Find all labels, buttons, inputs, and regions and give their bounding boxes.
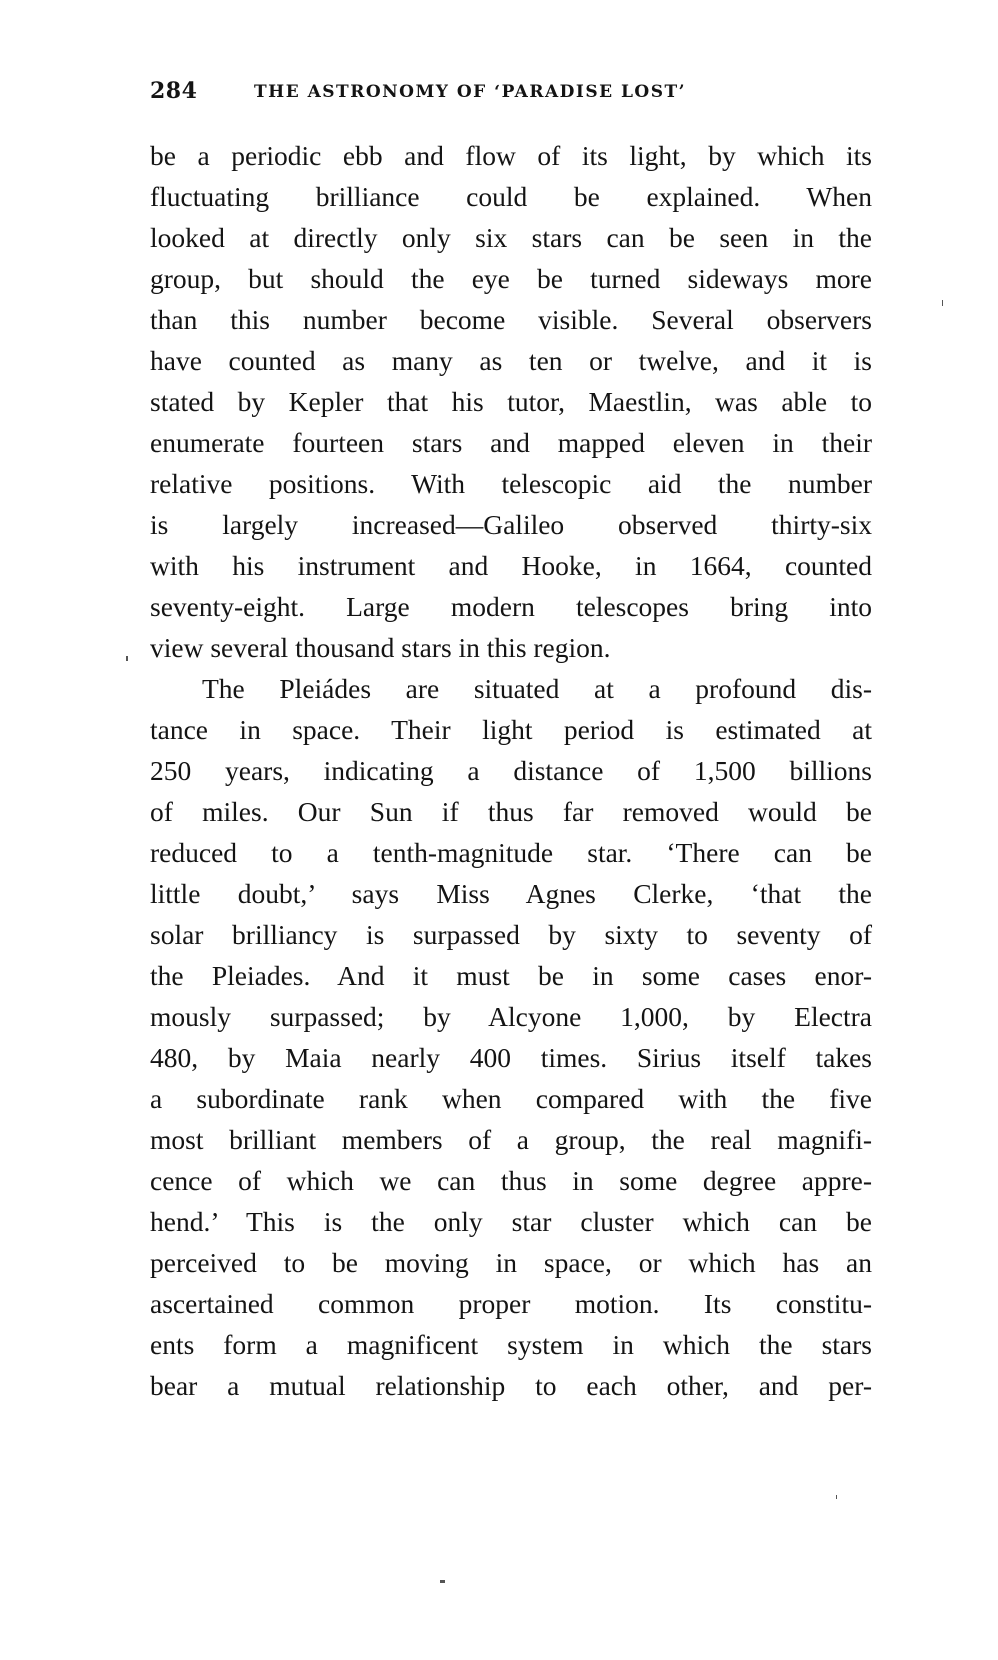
text-line: view several thousand stars in this region. [150, 632, 611, 663]
text-line: enumerate fourteen stars and mapped eleven in their [150, 427, 872, 458]
paragraph [150, 668, 872, 1406]
text-line: stated by Kepler that his tutor, Maestlin, was able to [150, 386, 872, 417]
scan-speck [942, 300, 943, 306]
text-line: ascertained common proper motion. Its constitu- [150, 1288, 872, 1319]
scan-speck [836, 1495, 837, 1499]
text-line: solar brilliancy is surpassed by sixty to seventy of [150, 919, 872, 950]
text-line: have counted as many as ten or twelve, and it is [150, 345, 872, 376]
text-line: a subordinate rank when compared with the five [150, 1083, 872, 1114]
paragraph [150, 135, 872, 668]
text-line: looked at directly only six stars can be seen in the [150, 222, 872, 253]
body-text [150, 135, 872, 1406]
text-line: of miles. Our Sun if thus far removed would be [150, 796, 872, 827]
running-title: THE ASTRONOMY OF ‘PARADISE LOST’ [254, 82, 687, 102]
text-line: ents form a magnificent system in which the stars [150, 1329, 872, 1360]
text-line: seventy-eight. Large modern telescopes bring into [150, 591, 872, 622]
text-line: bear a mutual relationship to each other, and per- [150, 1370, 872, 1401]
text-line: most brilliant members of a group, the real magnifi- [150, 1124, 872, 1155]
text-line: tance in space. Their light period is estimated at [150, 714, 872, 745]
text-line: fluctuating brilliance could be explained. When [150, 181, 872, 212]
scan-speck [440, 1580, 445, 1583]
text-line: relative positions. With telescopic aid the number [150, 468, 872, 499]
text-line: little doubt,’ says Miss Agnes Clerke, ‘that the [150, 878, 872, 909]
text-line: with his instrument and Hooke, in 1664, counted [150, 550, 872, 581]
page-number: 284 [150, 78, 198, 104]
text-line: is largely increased—Galileo observed thirty-six [150, 509, 872, 540]
text-line: cence of which we can thus in some degree appre- [150, 1165, 872, 1196]
text-line: perceived to be moving in space, or which has an [150, 1247, 872, 1278]
text-line: The Pleiádes are situated at a profound dis- [202, 673, 872, 704]
text-line: hend.’ This is the only star cluster which can be [150, 1206, 872, 1237]
text-line: than this number become visible. Several observers [150, 304, 872, 335]
scan-speck [126, 656, 128, 661]
text-line: reduced to a tenth-magnitude star. ‘There can be [150, 837, 872, 868]
text-line: be a periodic ebb and flow of its light, by which its [150, 140, 872, 171]
text-line: 480, by Maia nearly 400 times. Sirius itself takes [150, 1042, 872, 1073]
text-line: mously surpassed; by Alcyone 1,000, by Electra [150, 1001, 872, 1032]
text-line: group, but should the eye be turned sideways more [150, 263, 872, 294]
text-line: 250 years, indicating a distance of 1,500 billions [150, 755, 872, 786]
page-header [150, 78, 870, 112]
text-line: the Pleiades. And it must be in some cases enor- [150, 960, 872, 991]
